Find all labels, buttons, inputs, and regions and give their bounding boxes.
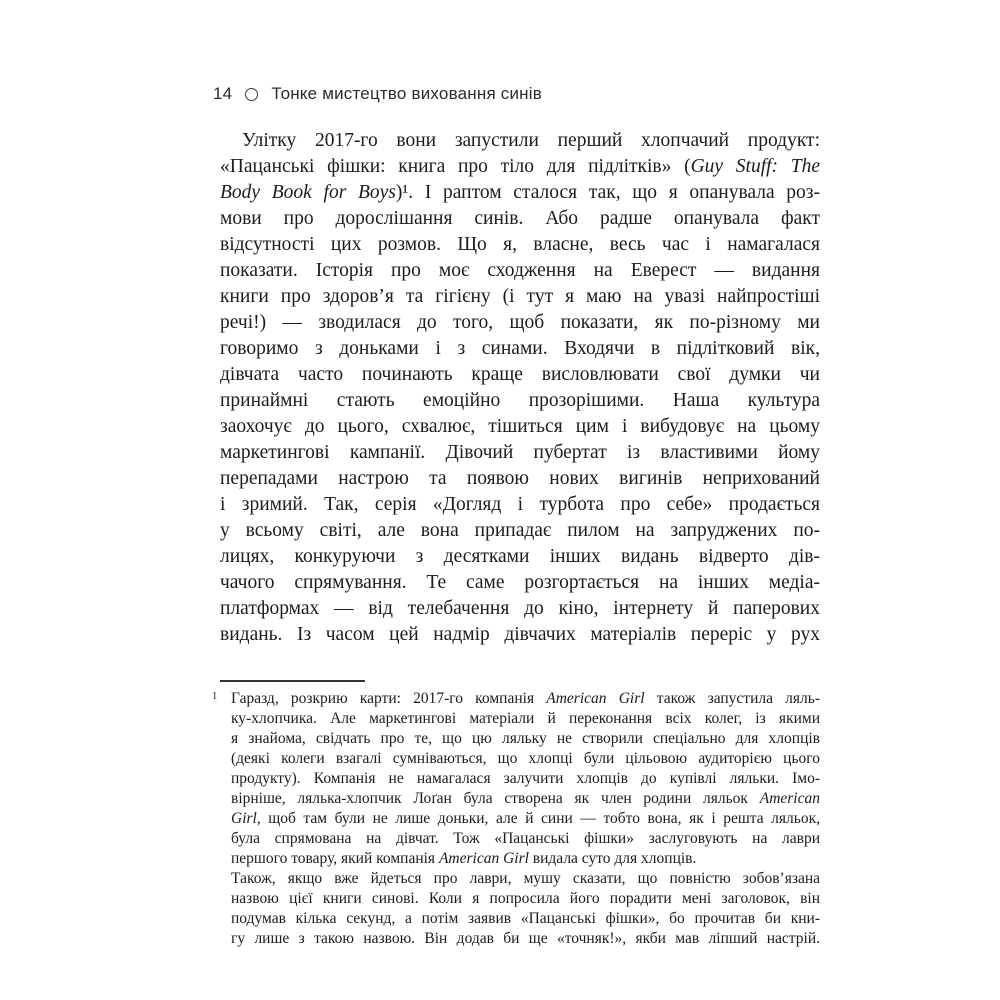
- text-segment: продукту). Компанія не намагалася залучити хлопців до купівлі ляльки. Імо-: [231, 770, 820, 787]
- text-line: [220, 440, 820, 466]
- text-line: [220, 622, 820, 648]
- text-line: [220, 284, 820, 310]
- text-line: [231, 849, 820, 869]
- text-segment: я знайома, свідчать про те, що цю ляльку не створили спеціально для хлопців: [231, 730, 820, 747]
- text-segment: лицях, конкуруючи з десятками інших видань відверто дів-: [220, 546, 820, 567]
- text-line: [231, 749, 820, 769]
- text-segment: гу лише з такою назвою. Він додав би ще «точняк!», якби мав ліпший настрій.: [231, 930, 820, 947]
- text-segment: чачого спрямування. Те саме розгортається на інших медіа-: [220, 572, 820, 593]
- text-line: [231, 789, 820, 809]
- text-line: [220, 206, 820, 232]
- text-line: [220, 570, 820, 596]
- circle-outline-icon: [245, 88, 258, 101]
- running-title: Тонке мистецтво виховання синів: [271, 84, 542, 103]
- footnote-text: [231, 689, 820, 949]
- text-line: [231, 869, 820, 889]
- text-segment: платформах — від телебачення до кіно, інтернету й паперових: [220, 598, 820, 619]
- text-segment: Гаразд, розкрию карти: 2017-го компанія: [231, 690, 547, 707]
- text-line: [220, 128, 820, 154]
- text-line: [220, 518, 820, 544]
- text-segment: маркетингові кампанії. Дівочий пубертат із властивими йому: [220, 442, 820, 463]
- text-line: [220, 414, 820, 440]
- text-segment: говоримо з доньками і з синами. Входячи в підлітковий вік,: [220, 338, 820, 359]
- text-segment: також запустила ляль-: [644, 690, 820, 707]
- text-segment: першого товару, який компанія: [231, 850, 439, 867]
- text-segment: відсутності цих розмов. Що я, власне, весь час і намагалася: [220, 234, 820, 255]
- text-segment: мови про дорослішання синів. Або радше опанувала факт: [220, 208, 820, 229]
- text-line: [220, 154, 820, 180]
- italic-text-segment: Body Book for Boys: [220, 182, 396, 203]
- page-number: 14: [213, 84, 233, 103]
- text-segment: дівчата часто починають краще висловлювати свої думки чи: [220, 364, 820, 385]
- text-segment: видала суто для хлопців.: [528, 850, 697, 867]
- text-segment: )¹. І раптом сталося так, що я опанувала роз-: [395, 182, 820, 203]
- text-segment: Улітку 2017-го вони запустили перший хлопчачий продукт:: [242, 130, 820, 151]
- italic-text-segment: Girl: [231, 810, 257, 827]
- text-line: [220, 388, 820, 414]
- text-line: [231, 889, 820, 909]
- text-line: [231, 829, 820, 849]
- text-line: [231, 709, 820, 729]
- text-segment: вірніше, лялька-хлопчик Лоґан була створена як член родини ляльок: [231, 790, 760, 807]
- text-line: [220, 544, 820, 570]
- text-line: [220, 310, 820, 336]
- text-line: [220, 232, 820, 258]
- text-segment: подумав кілька секунд, а потім заявив «Пацанські фішки», бо прочитав би кни-: [231, 910, 820, 927]
- text-line: [220, 258, 820, 284]
- text-segment: у всьому світі, але вона припадає пилом на запруджених по-: [220, 520, 820, 541]
- italic-text-segment: American Girl: [546, 690, 645, 707]
- page-header: [213, 84, 542, 104]
- text-line: [231, 909, 820, 929]
- text-segment: речі!) — зводилася до того, щоб показати, як по-різному ми: [220, 312, 820, 333]
- text-line: [231, 809, 820, 829]
- text-line: [220, 362, 820, 388]
- text-segment: Також, якщо вже йдеться про лаври, мушу сказати, що повністю зобов’язана: [231, 870, 820, 887]
- text-segment: показати. Історія про моє сходження на Еверест — видання: [220, 260, 820, 281]
- body-text: [220, 128, 820, 648]
- text-segment: принаймні стають емоційно прозорішими. Наша культура: [220, 390, 820, 411]
- text-segment: назвою цієї книги синові. Коли я попросила його порадити мені заголовок, він: [231, 890, 820, 907]
- text-line: [231, 729, 820, 749]
- text-segment: і зримий. Так, серія «Догляд і турбота про себе» продається: [220, 494, 820, 515]
- text-line: [220, 492, 820, 518]
- text-line: [231, 929, 820, 949]
- italic-text-segment: American Girl: [438, 850, 529, 867]
- text-segment: , щоб там були не лише доньки, але й сини — тобто вона, як і решта ляльок,: [256, 810, 820, 827]
- text-segment: була спрямована на дівчат. Тож «Пацанські фішки» заслуговують на лаври: [231, 830, 820, 847]
- text-segment: «Пацанські фішки: книга про тіло для підлітків» (: [220, 156, 691, 177]
- text-line: [220, 336, 820, 362]
- text-line: [220, 466, 820, 492]
- text-line: [220, 180, 820, 206]
- text-segment: заохочує до цього, схвалює, тішиться цим і вибудовує на цьому: [220, 416, 820, 437]
- text-segment: ку-хлопчика. Але маркетингові матеріали й переконання всіх колег, із якими: [231, 710, 820, 727]
- footnote-marker: 1: [212, 691, 218, 702]
- footnote-separator: [220, 680, 365, 682]
- italic-text-segment: American: [759, 790, 820, 807]
- text-segment: книги про здоров’я та гігієну (і тут я маю на увазі найпростіші: [220, 286, 820, 307]
- text-line: [231, 769, 820, 789]
- text-segment: перепадами настрою та появою нових вигинів неприхований: [220, 468, 820, 489]
- text-segment: (деякі колеги взагалі сумніваються, що хлопці були цільовою аудиторією цього: [231, 750, 820, 767]
- text-segment: видань. Із часом цей надмір дівчачих матеріалів переріс у рух: [220, 624, 820, 645]
- text-line: [231, 689, 820, 709]
- text-line: [220, 596, 820, 622]
- italic-text-segment: Guy Stuff: The: [690, 156, 820, 177]
